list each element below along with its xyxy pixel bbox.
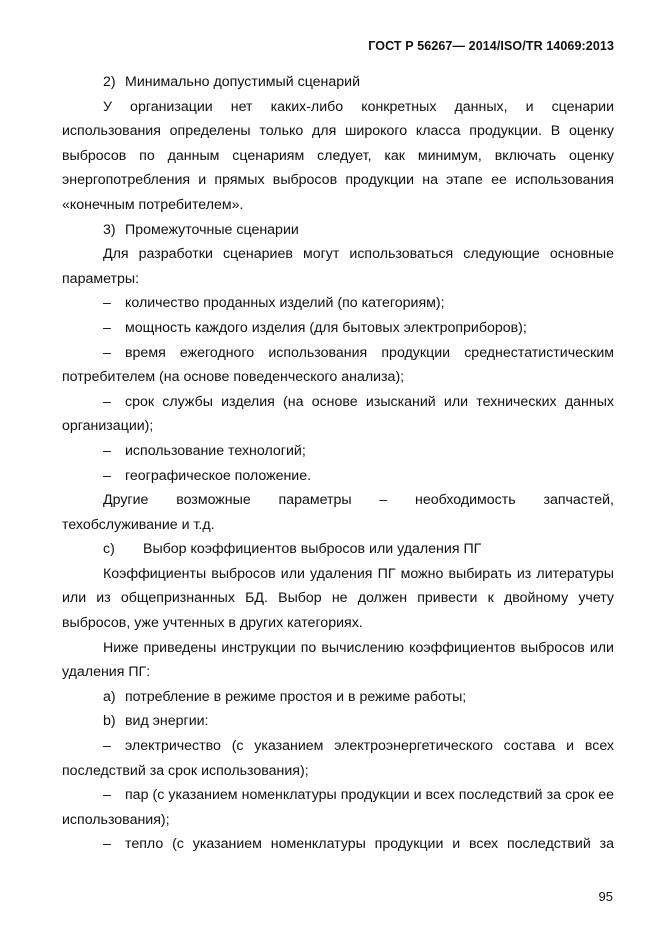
item-text: срок службы изделия (на основе изысканий или технических данных организации);	[62, 393, 614, 435]
item-text: количество проданных изделий (по категориям);	[125, 295, 445, 312]
item-marker: –	[103, 442, 111, 459]
item-marker: –	[103, 393, 111, 410]
paragraph	[62, 636, 614, 685]
item-text: тепло (с указанием номенклатуры продукции и всех последствий за	[125, 836, 614, 853]
item-text: Промежуточные сценарии	[125, 221, 299, 238]
item-text: электричество (с указанием электроэнергетического состава и всех последствий за срок использования);	[62, 738, 614, 779]
item-marker: b)	[103, 713, 116, 730]
list-item	[62, 439, 614, 464]
list-item	[62, 70, 614, 95]
item-marker: –	[103, 295, 111, 312]
item-marker: –	[103, 344, 111, 361]
item-text: время ежегодного использования продукции среднестатистическим потребителем (на основе поведенческого анализа);	[62, 344, 614, 386]
list-item	[62, 832, 614, 857]
paragraph	[62, 488, 614, 537]
item-marker: –	[103, 738, 111, 755]
document-body	[62, 70, 614, 857]
paragraph-text: Ниже приведены инструкции по вычислению коэффициентов выбросов или удаления ПГ:	[62, 639, 614, 681]
list-item	[62, 783, 614, 832]
item-marker: c)	[103, 541, 115, 558]
item-marker: a)	[103, 688, 116, 705]
list-item	[62, 291, 614, 316]
item-text: Выбор коэффициентов выбросов или удаления ПГ	[143, 541, 482, 558]
item-marker: 2)	[103, 74, 116, 90]
list-item	[62, 537, 614, 562]
item-marker: –	[103, 787, 111, 804]
list-item	[62, 709, 614, 734]
item-text: мощность каждого изделия (для бытовых электроприборов);	[125, 319, 527, 336]
item-marker: –	[103, 467, 111, 484]
paragraph-text: Для разработки сценариев могут использоваться следующие основные параметры:	[62, 246, 614, 287]
item-text: Минимально допустимый сценарий	[125, 74, 361, 90]
list-item	[62, 734, 614, 783]
item-text: пар (с указанием номенклатуры продукции и всех последствий за срок ее использования);	[62, 787, 614, 828]
item-marker: 3)	[103, 221, 116, 238]
paragraph-text: У организации нет каких-либо конкретных данных, и сценарии использования определены только для широкого класса продукции. В оценку выбросов по данным сценариям следует, как минимум, включать оценку энергопотребления и прямых выбросов продукции на этапе ее использования «конечным потребителем».	[62, 98, 614, 213]
list-item	[62, 390, 614, 439]
item-text: вид энергии:	[125, 713, 209, 730]
paragraph	[62, 95, 614, 218]
item-marker: –	[103, 836, 111, 853]
paragraph-text: Другие возможные параметры – необходимость запчастей, техобслуживание и т.д.	[62, 492, 614, 533]
list-item	[62, 316, 614, 341]
item-text: географическое положение.	[125, 467, 312, 484]
list-item	[62, 464, 614, 489]
list-item	[62, 341, 614, 390]
item-marker: –	[103, 319, 111, 336]
document-header: ГОСТ Р 56267— 2014/ISO/TR 14069:2013	[368, 39, 614, 53]
item-text: использование технологий;	[125, 442, 306, 459]
paragraph	[62, 242, 614, 291]
paragraph-text: Коэффициенты выбросов или удаления ПГ можно выбирать из литературы или из общепризнанных БД. Выбор не должен привести к двойному учету выбросов, уже учтенных в других категориях.	[62, 565, 614, 632]
item-text: потребление в режиме простоя и в режиме работы;	[125, 688, 467, 705]
page-number: 95	[598, 889, 613, 904]
list-item	[62, 685, 614, 710]
list-item	[62, 218, 614, 243]
paragraph	[62, 562, 614, 636]
